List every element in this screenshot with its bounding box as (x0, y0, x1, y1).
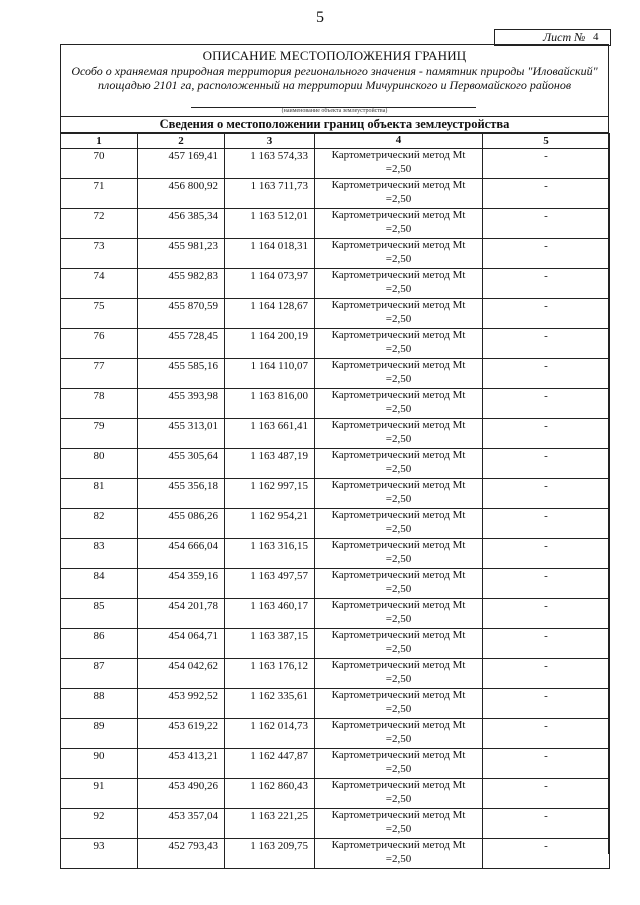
column-header: 1 (61, 134, 138, 149)
coordinate-y: 1 163 387,15 (225, 629, 315, 659)
description-cell: - (483, 149, 610, 179)
coordinate-y: 1 162 954,21 (225, 509, 315, 539)
description-cell: - (483, 689, 610, 719)
method-text: Картометрический метод Mt (331, 779, 466, 791)
method-text: Картометрический метод Mt (331, 569, 466, 581)
method-cell (315, 599, 483, 629)
coordinate-y: 1 162 997,15 (225, 479, 315, 509)
method-text: Картометрический метод Mt (331, 539, 466, 551)
point-number: 78 (61, 389, 138, 419)
method-cell (315, 239, 483, 269)
coordinate-y: 1 164 018,31 (225, 239, 315, 269)
method-text: Картометрический метод Mt (331, 629, 466, 641)
sheet-number: 4 (593, 31, 599, 43)
method-accuracy: =2,50 (385, 432, 412, 445)
description-cell: - (483, 449, 610, 479)
coordinate-y: 1 162 335,61 (225, 689, 315, 719)
method-accuracy: =2,50 (385, 732, 412, 745)
coordinate-y: 1 164 110,07 (225, 359, 315, 389)
method-text: Картометрический метод Mt (331, 449, 466, 461)
method-accuracy: =2,50 (385, 162, 412, 175)
coordinate-x: 454 064,71 (138, 629, 225, 659)
document-title: ОПИСАНИЕ МЕСТОПОЛОЖЕНИЯ ГРАНИЦ (202, 48, 467, 63)
method-accuracy: =2,50 (385, 312, 412, 325)
description-cell: - (483, 839, 610, 869)
description-cell: - (483, 209, 610, 239)
document-subtitle: Особо о храняемая природная территория регионального значения - памятник природы "Иловайский" площадью 2101 га, расположенный на территории Мичуринского и Первомайского районов (71, 64, 598, 92)
point-number: 73 (61, 239, 138, 269)
point-number: 87 (61, 659, 138, 689)
method-text: Картометрический метод Mt (331, 179, 466, 191)
coordinates-table (60, 133, 610, 869)
description-cell: - (483, 419, 610, 449)
point-number: 77 (61, 359, 138, 389)
table-row (61, 539, 610, 569)
table-row (61, 629, 610, 659)
coordinate-x: 455 313,01 (138, 419, 225, 449)
method-cell (315, 539, 483, 569)
method-cell (315, 209, 483, 239)
coordinate-y: 1 163 176,12 (225, 659, 315, 689)
description-cell: - (483, 479, 610, 509)
sheet-label: Лист № (543, 30, 586, 44)
coordinate-x: 455 393,98 (138, 389, 225, 419)
coordinate-x: 456 800,92 (138, 179, 225, 209)
method-accuracy: =2,50 (385, 702, 412, 715)
coordinate-y: 1 164 200,19 (225, 329, 315, 359)
method-accuracy: =2,50 (385, 492, 412, 505)
method-text: Картометрический метод Mt (331, 659, 466, 671)
page-number: 5 (316, 9, 324, 26)
method-text: Картометрический метод Mt (331, 239, 466, 251)
coordinate-y: 1 162 860,43 (225, 779, 315, 809)
method-accuracy: =2,50 (385, 792, 412, 805)
description-cell: - (483, 539, 610, 569)
point-number: 75 (61, 299, 138, 329)
document-frame (60, 44, 609, 865)
coordinate-x: 455 870,59 (138, 299, 225, 329)
coordinate-y: 1 164 128,67 (225, 299, 315, 329)
method-text: Картометрический метод Mt (331, 329, 466, 341)
coordinate-y: 1 163 316,15 (225, 539, 315, 569)
column-header: 3 (225, 134, 315, 149)
method-cell (315, 839, 483, 869)
description-cell: - (483, 389, 610, 419)
coordinate-y: 1 163 711,73 (225, 179, 315, 209)
table-row (61, 839, 610, 869)
method-cell (315, 419, 483, 449)
section-title: Сведения о местоположении границ объекта землеустройства (60, 116, 609, 133)
method-cell (315, 569, 483, 599)
description-cell: - (483, 239, 610, 269)
coordinate-x: 454 201,78 (138, 599, 225, 629)
description-cell: - (483, 359, 610, 389)
point-number: 86 (61, 629, 138, 659)
table-row (61, 749, 610, 779)
description-cell: - (483, 179, 610, 209)
description-cell: - (483, 599, 610, 629)
table-row (61, 569, 610, 599)
method-text: Картометрический метод Mt (331, 479, 466, 491)
description-cell: - (483, 569, 610, 599)
method-accuracy: =2,50 (385, 582, 412, 595)
coordinate-x: 455 305,64 (138, 449, 225, 479)
coordinate-x: 453 619,22 (138, 719, 225, 749)
coordinate-y: 1 163 460,17 (225, 599, 315, 629)
point-number: 88 (61, 689, 138, 719)
method-accuracy: =2,50 (385, 222, 412, 235)
method-accuracy: =2,50 (385, 762, 412, 775)
method-accuracy: =2,50 (385, 282, 412, 295)
method-accuracy: =2,50 (385, 672, 412, 685)
method-accuracy: =2,50 (385, 642, 412, 655)
method-accuracy: =2,50 (385, 462, 412, 475)
point-number: 79 (61, 419, 138, 449)
coordinate-y: 1 163 512,01 (225, 209, 315, 239)
coordinate-x: 455 585,16 (138, 359, 225, 389)
coordinate-x: 453 357,04 (138, 809, 225, 839)
coordinate-x: 454 042,62 (138, 659, 225, 689)
description-cell: - (483, 509, 610, 539)
coordinate-y: 1 163 497,57 (225, 569, 315, 599)
coordinate-y: 1 162 447,87 (225, 749, 315, 779)
table-row (61, 479, 610, 509)
point-number: 89 (61, 719, 138, 749)
description-cell: - (483, 809, 610, 839)
method-accuracy: =2,50 (385, 192, 412, 205)
table-row (61, 509, 610, 539)
method-cell (315, 689, 483, 719)
table-row (61, 719, 610, 749)
coordinate-x: 455 982,83 (138, 269, 225, 299)
description-cell: - (483, 749, 610, 779)
coordinate-y: 1 163 209,75 (225, 839, 315, 869)
method-cell (315, 329, 483, 359)
table-row (61, 269, 610, 299)
method-cell (315, 179, 483, 209)
table-row (61, 659, 610, 689)
coordinate-x: 454 359,16 (138, 569, 225, 599)
method-cell (315, 359, 483, 389)
method-text: Картометрический метод Mt (331, 359, 466, 371)
method-text: Картометрический метод Mt (331, 269, 466, 281)
method-cell (315, 149, 483, 179)
method-cell (315, 509, 483, 539)
column-header: 4 (315, 134, 483, 149)
coordinate-y: 1 163 661,41 (225, 419, 315, 449)
point-number: 80 (61, 449, 138, 479)
point-number: 72 (61, 209, 138, 239)
point-number: 90 (61, 749, 138, 779)
coordinate-x: 456 385,34 (138, 209, 225, 239)
method-cell (315, 449, 483, 479)
method-accuracy: =2,50 (385, 612, 412, 625)
coordinate-y: 1 163 221,25 (225, 809, 315, 839)
description-cell: - (483, 329, 610, 359)
method-cell (315, 479, 483, 509)
method-accuracy: =2,50 (385, 372, 412, 385)
method-accuracy: =2,50 (385, 402, 412, 415)
method-accuracy: =2,50 (385, 342, 412, 355)
method-cell (315, 779, 483, 809)
method-accuracy: =2,50 (385, 852, 412, 865)
table-row (61, 599, 610, 629)
coordinate-y: 1 163 574,33 (225, 149, 315, 179)
coordinate-y: 1 163 816,00 (225, 389, 315, 419)
method-cell (315, 659, 483, 689)
coordinate-x: 457 169,41 (138, 149, 225, 179)
method-accuracy: =2,50 (385, 552, 412, 565)
coordinate-y: 1 163 487,19 (225, 449, 315, 479)
method-accuracy: =2,50 (385, 522, 412, 535)
point-number: 84 (61, 569, 138, 599)
method-text: Картометрический метод Mt (331, 419, 466, 431)
method-cell (315, 719, 483, 749)
table-row (61, 389, 610, 419)
method-text: Картометрический метод Mt (331, 389, 466, 401)
table-row (61, 299, 610, 329)
method-text: Картометрический метод Mt (331, 209, 466, 221)
table-row (61, 419, 610, 449)
method-cell (315, 269, 483, 299)
table-header-row (61, 134, 610, 149)
method-text: Картометрический метод Mt (331, 839, 466, 851)
method-accuracy: =2,50 (385, 822, 412, 835)
object-caption: (наименование объекта землеустройства) (281, 108, 388, 114)
point-number: 76 (61, 329, 138, 359)
description-cell: - (483, 719, 610, 749)
coordinate-x: 455 086,26 (138, 509, 225, 539)
table-row (61, 779, 610, 809)
coordinate-y: 1 162 014,73 (225, 719, 315, 749)
description-cell: - (483, 659, 610, 689)
table-row (61, 359, 610, 389)
method-text: Картометрический метод Mt (331, 149, 466, 161)
coordinate-x: 455 356,18 (138, 479, 225, 509)
description-cell: - (483, 299, 610, 329)
method-cell (315, 389, 483, 419)
description-cell: - (483, 629, 610, 659)
table-row (61, 809, 610, 839)
point-number: 81 (61, 479, 138, 509)
coordinate-x: 454 666,04 (138, 539, 225, 569)
description-cell: - (483, 779, 610, 809)
method-text: Картометрический метод Mt (331, 509, 466, 521)
method-text: Картометрический метод Mt (331, 809, 466, 821)
table-row (61, 209, 610, 239)
coordinate-x: 453 490,26 (138, 779, 225, 809)
method-text: Картометрический метод Mt (331, 749, 466, 761)
coordinate-x: 455 728,45 (138, 329, 225, 359)
table-row (61, 449, 610, 479)
method-text: Картометрический метод Mt (331, 719, 466, 731)
method-cell (315, 809, 483, 839)
point-number: 71 (61, 179, 138, 209)
coordinate-x: 455 981,23 (138, 239, 225, 269)
method-cell (315, 749, 483, 779)
coordinate-y: 1 164 073,97 (225, 269, 315, 299)
point-number: 74 (61, 269, 138, 299)
document-header (61, 45, 608, 92)
description-cell: - (483, 269, 610, 299)
method-text: Картометрический метод Mt (331, 599, 466, 611)
method-accuracy: =2,50 (385, 252, 412, 265)
point-number: 83 (61, 539, 138, 569)
method-cell (315, 299, 483, 329)
point-number: 91 (61, 779, 138, 809)
method-text: Картометрический метод Mt (331, 689, 466, 701)
coordinate-x: 453 413,21 (138, 749, 225, 779)
table-row (61, 689, 610, 719)
coordinate-x: 452 793,43 (138, 839, 225, 869)
coordinate-x: 453 992,52 (138, 689, 225, 719)
table-row (61, 179, 610, 209)
point-number: 92 (61, 809, 138, 839)
point-number: 70 (61, 149, 138, 179)
table-row (61, 329, 610, 359)
column-header: 5 (483, 134, 610, 149)
point-number: 93 (61, 839, 138, 869)
method-cell (315, 629, 483, 659)
method-text: Картометрический метод Mt (331, 299, 466, 311)
point-number: 82 (61, 509, 138, 539)
column-header: 2 (138, 134, 225, 149)
table-row (61, 239, 610, 269)
point-number: 85 (61, 599, 138, 629)
table-row (61, 149, 610, 179)
